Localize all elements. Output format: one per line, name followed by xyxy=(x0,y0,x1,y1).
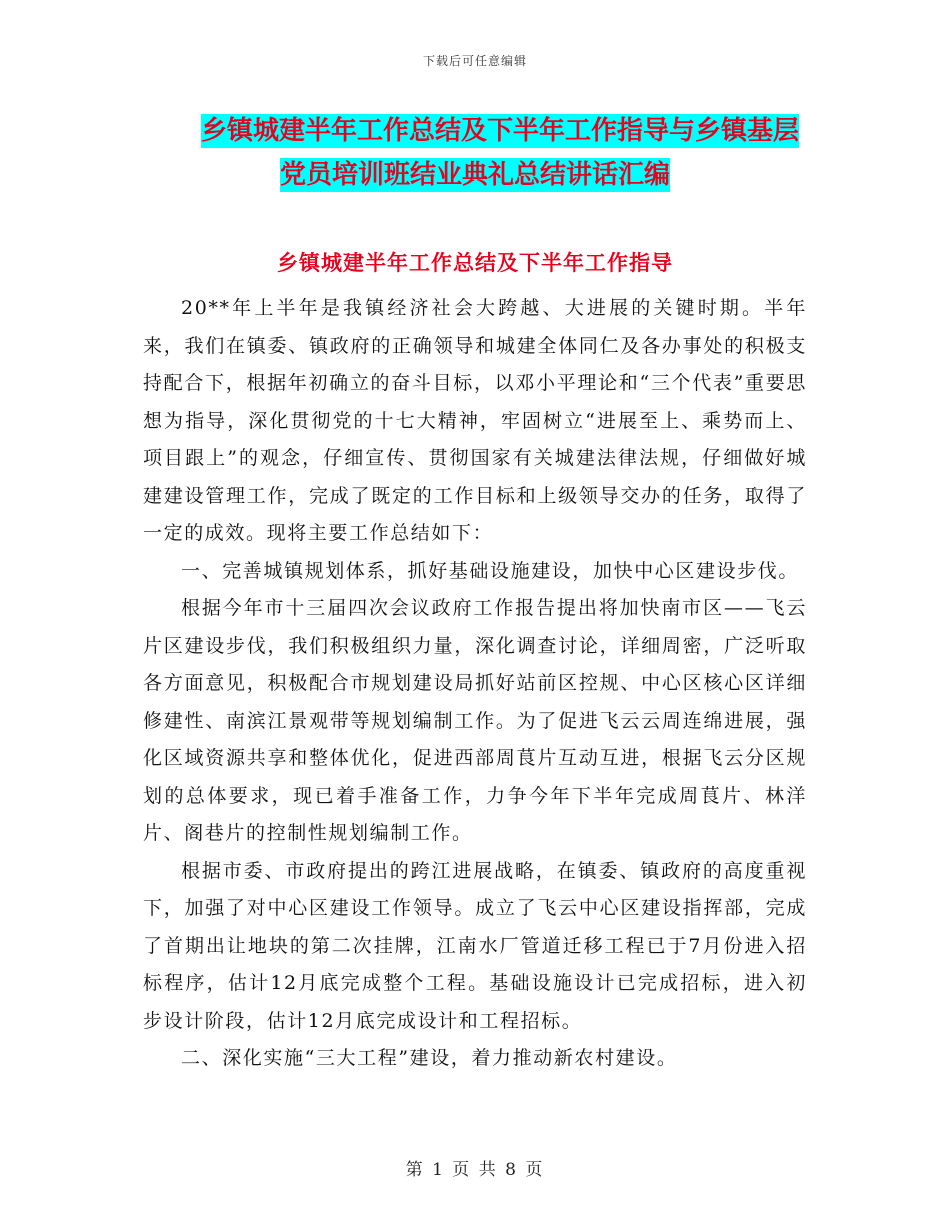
section-title: 乡镇城建半年工作总结及下半年工作指导 xyxy=(277,251,673,275)
main-title-line-1 xyxy=(0,114,950,148)
main-title-line-2-text: 党员培训班结业典礼总结讲话汇编 xyxy=(279,160,670,190)
main-title-line-2 xyxy=(0,158,950,192)
paragraph-planning: 根据今年市十三届四次会议政府工作报告提出将加快南市区——飞云片区建设步伐，我们积极组织力量，深化调查讨论，详细周密，广泛听取各方面意见，积极配合市规划建设局抓好站前区控规、中心区核心区详细修建性、南滨江景观带等规划编制工作。为了促进飞云云周连绵进展，强化区域资源共享和整体优化，促进西部周茛片互动互进，根据飞云分区规划的总体要求，现已着手准备工作，力争今年下半年完成周茛片、林洋片、阁巷片的控制性规划编制工作。 xyxy=(143,597,807,844)
main-title-line-1-text: 乡镇城建半年工作总结及下半年工作指导与乡镇基层 xyxy=(200,116,799,146)
paragraph-intro: 20**年上半年是我镇经济社会大跨越、大进展的关键时期。半年来，我们在镇委、镇政府的正确领导和城建全体同仁及各办事处的积极支持配合下，根据年初确立的奋斗目标，以邓小平理论和“三个代表”重要思想为指导，深化贯彻党的十七大精神，牢固树立“进展至上、乘势而上、项目跟上”的观念，仔细宣传、贯彻国家有关城建法律法规，仔细做好城建建设管理工作，完成了既定的工作目标和上级领导交办的任务，取得了一定的成效。现将主要工作总结如下： xyxy=(143,297,807,544)
paragraph-center-construction: 根据市委、市政府提出的跨江进展战略，在镇委、镇政府的高度重视下，加强了对中心区建设工作领导。成立了飞云中心区建设指挥部，完成了首期出让地块的第二次挂牌，江南水厂管道迁移工程已于7月份进入招标程序，估计12月底完成整个工程。基础设施设计已完成招标，进入初步设计阶段，估计12月底完成设计和工程招标。 xyxy=(143,859,807,1032)
page-footer: 第 1 页 共 8 页 xyxy=(405,1160,545,1180)
body-text xyxy=(143,290,807,1078)
paragraph-heading-2: 二、深化实施“三大工程”建设，着力推动新农村建设。 xyxy=(181,1047,678,1069)
paragraph-heading-1: 一、完善城镇规划体系，抓好基础设施建设，加快中心区建设步伐。 xyxy=(181,559,800,582)
header-note: 下载后可任意编辑 xyxy=(422,54,527,68)
